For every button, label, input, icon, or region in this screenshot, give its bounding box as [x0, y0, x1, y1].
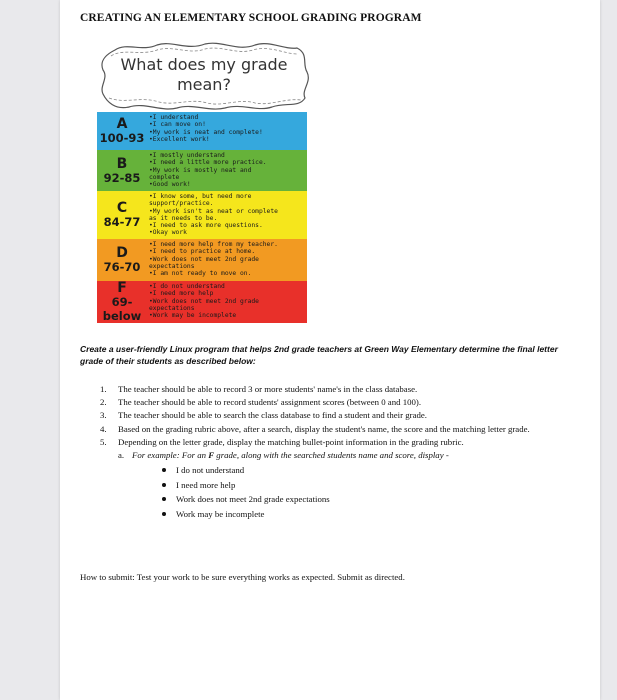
- grading-rubric-image: [97, 40, 312, 325]
- grade-band-b: [97, 150, 307, 191]
- grade-band-b-descriptors: •I mostly understand •I need a little more practice. •My work is mostly neat and complete •Good work!: [149, 152, 267, 189]
- requirement-item: 5. Depending on the letter grade, display the matching bullet-point information in the grading rubric. a. For example: For an F grade, along with the searched students name and score, display - I do not understand I need more help Work does not meet 2nd grade expectations Work may be incomplete: [100, 437, 572, 521]
- document-title: CREATING AN ELEMENTARY SCHOOL GRADING PROGRAM: [80, 12, 422, 24]
- submission-instructions: How to submit: Test your work to be sure everything works as expected. Submit as directed.: [80, 572, 405, 582]
- requirement-item: 2. The teacher should be able to record students' assignment scores (between 0 and 100).: [100, 397, 422, 408]
- grade-band-c-label: C 84-77: [103, 200, 141, 229]
- rubric-grade-bands: [97, 112, 307, 323]
- rubric-banner-title: What does my grade mean?: [120, 55, 288, 94]
- example-subitem: a. For example: For an F grade, along with the searched students name and score, display -: [118, 450, 449, 461]
- grade-band-a: [97, 112, 307, 150]
- example-bullet: I do not understand: [162, 463, 572, 478]
- grade-band-f: [97, 281, 307, 323]
- example-bullet: Work does not meet 2nd grade expectations: [162, 492, 572, 507]
- grade-band-d-label: D 76-70: [103, 245, 141, 274]
- assignment-prompt: Create a user-friendly Linux program that helps 2nd grade teachers at Green Way Elementary determine the final letter grade of their students as described below:: [80, 344, 558, 366]
- grade-band-a-descriptors: •I understand •I can move on! •My work is neat and complete! •Excellent work!: [149, 114, 263, 143]
- grade-band-a-label: A 100-93: [99, 116, 145, 145]
- document-page: [60, 0, 600, 700]
- grade-band-d: [97, 239, 307, 281]
- example-bullet: I need more help: [162, 478, 572, 493]
- example-bullet-list: [162, 463, 572, 521]
- grade-band-c-descriptors: •I know some, but need more support/practice. •My work isn't as neat or complete as it needs to be. •I need to ask more questions. •Okay work: [149, 193, 278, 237]
- requirement-item: 3. The teacher should be able to search the class database to find a student and their grade.: [100, 410, 427, 421]
- requirement-item: 1. The teacher should be able to record 3 or more students' name's in the class database.: [100, 384, 418, 394]
- grade-band-f-descriptors: •I do not understand •I need more help •Work does not meet 2nd grade expectations •Work may be incomplete: [149, 283, 259, 320]
- grade-band-c: [97, 191, 307, 239]
- requirement-item: 4. Based on the grading rubric above, after a search, display the student's name, the score and the matching letter grade.: [100, 423, 530, 434]
- grade-band-d-descriptors: •I need more help from my teacher. •I need to practice at home. •Work does not meet 2nd grade expectations •I am not ready to move on.: [149, 241, 278, 278]
- requirements-list: [100, 384, 572, 523]
- grade-band-f-label: F 69-below: [102, 280, 142, 323]
- grade-band-b-label: B 92-85: [103, 155, 141, 185]
- example-bullet: Work may be incomplete: [162, 507, 572, 522]
